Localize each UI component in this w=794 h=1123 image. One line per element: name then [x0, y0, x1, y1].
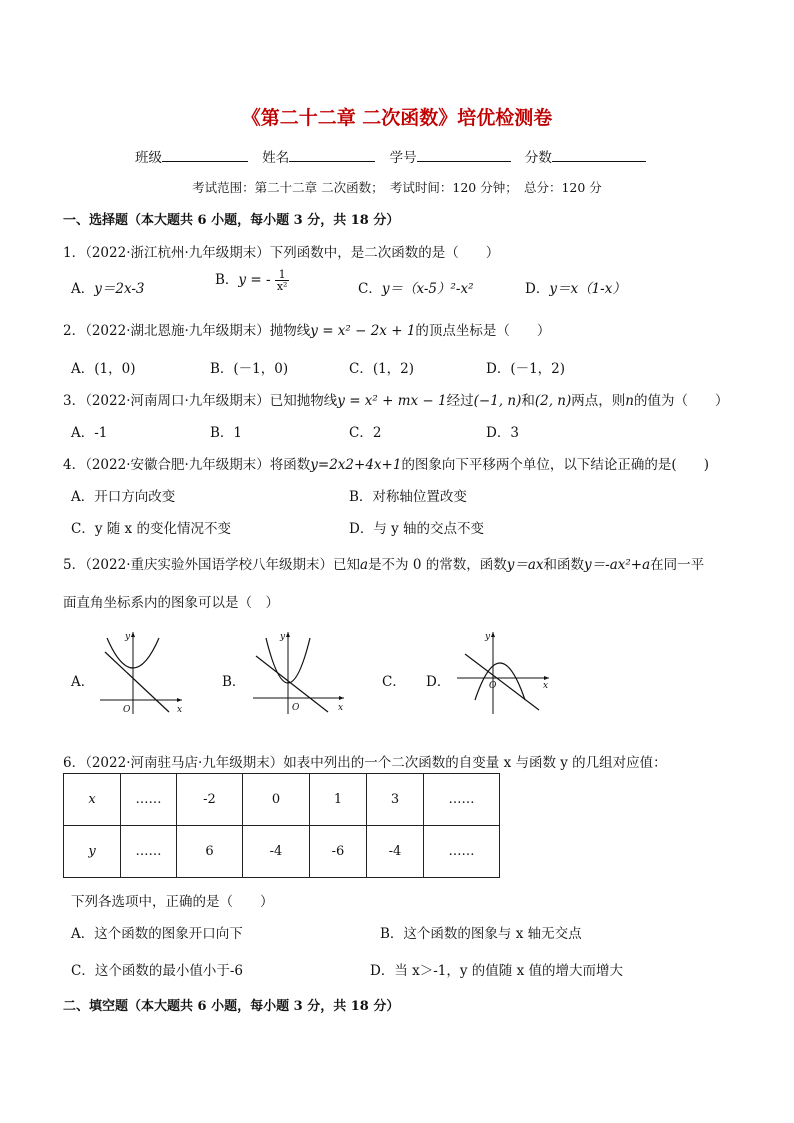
q3-option-a: A．-1: [71, 425, 108, 441]
q2-option-a: A．(1，0): [71, 361, 136, 377]
y-label: y: [125, 632, 131, 642]
table-cell: y: [64, 826, 121, 878]
q6-option-b: B．这个函数的图象与 x 轴无交点: [380, 926, 582, 942]
table-cell: ……: [424, 826, 500, 878]
x-label: x: [338, 703, 344, 713]
section2-title: 二、填空题（本大题共 6 小题，每小题 3 分，共 18 分）: [63, 999, 400, 1014]
q1-option-c: C．y＝（x-5）²-x²: [358, 281, 474, 297]
q5-graph-d: [455, 628, 555, 716]
origin-label: O: [123, 705, 131, 715]
table-cell: 1: [310, 774, 367, 826]
q1-option-b: B．y = - $\frac{1}{\text{x²}}$: [215, 268, 288, 293]
table-cell: 0: [243, 774, 310, 826]
y-label: y: [280, 632, 286, 642]
q1-option-a: A．y＝2x-3: [71, 281, 145, 297]
origin-label: O: [489, 681, 497, 691]
x-label: x: [177, 705, 183, 715]
q2-option-b: B．(－1，0): [210, 361, 289, 377]
name-blank[interactable]: [289, 147, 375, 162]
page-title: 《第二十二章 二次函数》培优检测卷: [241, 107, 553, 129]
x-label: x: [543, 681, 549, 691]
table-cell: 3: [367, 774, 424, 826]
table-cell: ……: [424, 774, 500, 826]
table-cell: -4: [243, 826, 310, 878]
id-blank[interactable]: [417, 147, 511, 162]
class-blank[interactable]: [162, 147, 248, 162]
q4-stem: 4．（2022·安徽合肥·九年级期末）将函数y=2x2+4x+1的图象向下平移两个单位，以下结论正确的是( ): [63, 457, 709, 473]
q6-value-table: [63, 773, 500, 878]
q3-option-d: D．3: [486, 425, 519, 441]
q5-graph-b: [248, 628, 348, 716]
q5-graph-a: [95, 628, 185, 716]
q4-option-b: B．对称轴位置改变: [349, 489, 467, 505]
q2-stem: 2．（2022·湖北恩施·九年级期末）抛物线y = x² − 2x + 1的顶点坐标是（ ）: [63, 323, 551, 339]
y-label: y: [485, 632, 491, 642]
score-blank[interactable]: [552, 147, 646, 162]
table-cell: ……: [121, 774, 177, 826]
q1-fraction: $\frac{1}{\text{x²}}$: [276, 268, 288, 293]
q5-option-c-label: C．: [382, 674, 406, 690]
q5-stem: 5．（2022·重庆实验外国语学校八年级期末）已知a是不为 0 的常数，函数y＝ax和函数y＝-ax²+a在同一平: [63, 557, 705, 573]
score-label: 分数: [524, 150, 552, 166]
name-label: 姓名: [262, 150, 290, 166]
q3-option-c: C．2: [349, 425, 382, 441]
class-label: 班级: [135, 150, 162, 166]
q6-stem: 6．（2022·河南驻马店·九年级期末）如表中列出的一个二次函数的自变量 x 与函数 y 的几组对应值：: [63, 755, 667, 771]
q2-option-d: D．(－1，2): [486, 361, 566, 377]
q4-option-a: A．开口方向改变: [71, 489, 176, 505]
section1-title: 一、选择题（本大题共 6 小题，每小题 3 分，共 18 分）: [63, 213, 400, 228]
table-row-y: [64, 826, 500, 878]
q5-option-a-label: A．: [71, 674, 95, 690]
line: [105, 652, 169, 712]
q6-option-a: A．这个函数的图象开口向下: [71, 926, 243, 942]
q2-option-c: C．(1，2): [349, 361, 415, 377]
q6-option-c: C．这个函数的最小值小于-6: [71, 963, 243, 979]
q6-option-d: D．当 x＞-1，y 的值随 x 值的增大而增大: [370, 963, 623, 979]
table-cell: -2: [177, 774, 243, 826]
line: [465, 654, 539, 710]
q1-stem: 1．（2022·浙江杭州·九年级期末）下列函数中，是二次函数的是（ ）: [63, 245, 500, 261]
q5-option-d-label: D．: [426, 674, 451, 690]
table-cell: x: [64, 774, 121, 826]
exam-info: 考试范围：第二十二章 二次函数； 考试时间：120 分钟； 总分：120 分: [192, 180, 602, 195]
q4-option-d: D．与 y 轴的交点不变: [349, 521, 485, 537]
q1-option-d: D．y＝x（1-x）: [525, 281, 626, 297]
q3-stem: 3．（2022·河南周口·九年级期末）已知抛物线y = x² + mx − 1经过(−1, n)和(2, n)两点，则n的值为（ ）: [63, 393, 729, 409]
id-label: 学号: [389, 150, 417, 166]
q5-option-b-label: B．: [222, 674, 246, 690]
table-row-x: [64, 774, 500, 826]
header-fields: [135, 146, 656, 166]
q3-option-b: B．1: [210, 425, 243, 441]
table-cell: -6: [310, 826, 367, 878]
q6-question: 下列各选项中，正确的是（ ）: [71, 894, 274, 910]
q5-stem-line2: 面直角坐标系内的图象可以是（ ）: [63, 595, 279, 611]
origin-label: O: [292, 703, 300, 713]
table-cell: -4: [367, 826, 424, 878]
q4-option-c: C．y 随 x 的变化情况不变: [71, 521, 231, 537]
table-cell: ……: [121, 826, 177, 878]
table-cell: 6: [177, 826, 243, 878]
